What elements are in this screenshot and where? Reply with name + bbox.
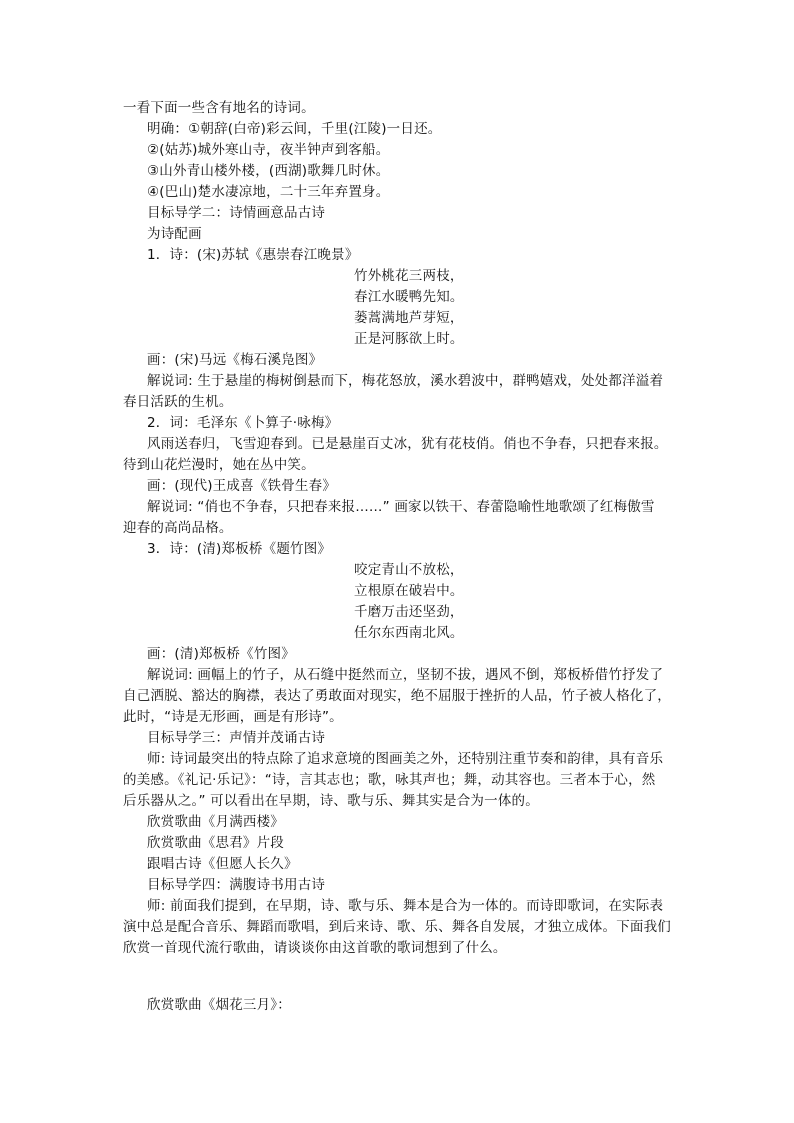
section-heading: 目标导学二：诗情画意品古诗 bbox=[147, 205, 326, 221]
poem-line: 立根原在破岩中。 bbox=[354, 583, 464, 599]
text-line: ④(巴山)楚水凄凉地，二十三年弃置身。 bbox=[147, 184, 390, 200]
section-heading: 目标导学三：声情并茂诵古诗 bbox=[147, 730, 326, 746]
text-line: ②(姑苏)城外寒山寺，夜半钟声到客船。 bbox=[147, 142, 390, 158]
section-heading: 目标导学四：满腹诗书用古诗 bbox=[147, 877, 326, 893]
poem-line: 咬定青山不放松， bbox=[354, 562, 464, 578]
poem-line: 蒌蒿满地芦芽短， bbox=[354, 310, 464, 326]
text-line: 1．诗：(宋)苏轼《惠崇春江晚景》 bbox=[147, 247, 359, 263]
text-line: 为诗配画 bbox=[147, 226, 202, 242]
text-line: 风雨送春归，飞雪迎春到。已是悬崖百丈冰，犹有花枝俏。俏也不争春，只把春来报。 bbox=[147, 436, 668, 452]
text-line: 欣赏歌曲《月满西楼》 bbox=[147, 814, 284, 830]
text-line: 解说词: 画幅上的竹子，从石缝中挺然而立，坚韧不拔，遇风不倒，郑板桥借竹抒发了 bbox=[147, 667, 664, 683]
poem-line: 春江水暖鸭先知。 bbox=[354, 289, 464, 305]
text-line: 的美感。《礼记·乐记》：“诗，言其志也；歌，咏其声也；舞，动其容也。三者本于心，然 bbox=[123, 772, 656, 788]
text-line: 自己洒脱、豁达的胸襟，表达了勇敢面对现实，绝不屈服于挫折的人品，竹子被人格化了， bbox=[123, 688, 671, 704]
poem-line: 正是河豚欲上时。 bbox=[354, 331, 464, 347]
text-line: 后乐器从之。” 可以看出在早期，诗、歌与乐、舞其实是合为一体的。 bbox=[123, 793, 539, 809]
text-line: 明确：①朝辞(白帝)彩云间，千里(江陵)一日还。 bbox=[147, 121, 442, 137]
poem-line: 任尔东西南北风。 bbox=[354, 625, 464, 641]
text-line: 一看下面一些含有地名的诗词。 bbox=[123, 100, 315, 116]
text-line: 跟唱古诗《但愿人长久》 bbox=[147, 856, 298, 872]
text-line: 欣赏歌曲《思君》片段 bbox=[147, 835, 284, 851]
text-line: 欣赏歌曲《烟花三月》： bbox=[147, 997, 291, 1013]
text-line: ③山外青山楼外楼，(西湖)歌舞几时休。 bbox=[147, 163, 390, 179]
text-line: 欣赏一首现代流行歌曲，请谈谈你由这首歌的歌词想到了什么。 bbox=[123, 940, 507, 956]
text-line: 师: 前面我们提到，在早期，诗、歌与乐、舞本是合为一体的。而诗即歌词，在实际表 bbox=[147, 898, 664, 914]
text-line: 迎春的高尚品格。 bbox=[123, 520, 233, 536]
text-line: 演中总是配合音乐、舞蹈而歌唱，到后来诗、歌、乐、舞各自发展，才独立成体。下面我们 bbox=[123, 919, 671, 935]
text-line: 待到山花烂漫时，她在丛中笑。 bbox=[123, 457, 315, 473]
poem-line: 千磨万击还坚劲， bbox=[354, 604, 464, 620]
text-line: 解说词: “俏也不争春，只把春来报……” 画家以铁干、春蕾隐喻性地歌颂了红梅傲雪 bbox=[147, 499, 655, 515]
text-line: 画：(现代)王成喜《铁骨生春》 bbox=[147, 478, 337, 494]
text-line: 画：(宋)马远《梅石溪凫图》 bbox=[147, 352, 323, 368]
text-line: 师: 诗词最突出的特点除了追求意境的图画美之外，还特别注重节奏和韵律，具有音乐 bbox=[147, 751, 664, 767]
text-line: 3．诗：(清)郑板桥《题竹图》 bbox=[147, 541, 332, 557]
text-line: 2．词：毛泽东《卜算子·咏梅》 bbox=[147, 415, 339, 431]
text-line: 画：(清)郑板桥《竹图》 bbox=[147, 646, 295, 662]
text-line: 此时，“诗是无形画，画是有形诗”。 bbox=[123, 709, 343, 725]
poem-line: 竹外桃花三两枝， bbox=[354, 268, 464, 284]
text-line: 解说词: 生于悬崖的梅树倒悬而下，梅花怒放，溪水碧波中，群鸭嬉戏，处处都洋溢着 bbox=[147, 373, 664, 389]
text-line: 春日活跃的生机。 bbox=[123, 394, 233, 410]
